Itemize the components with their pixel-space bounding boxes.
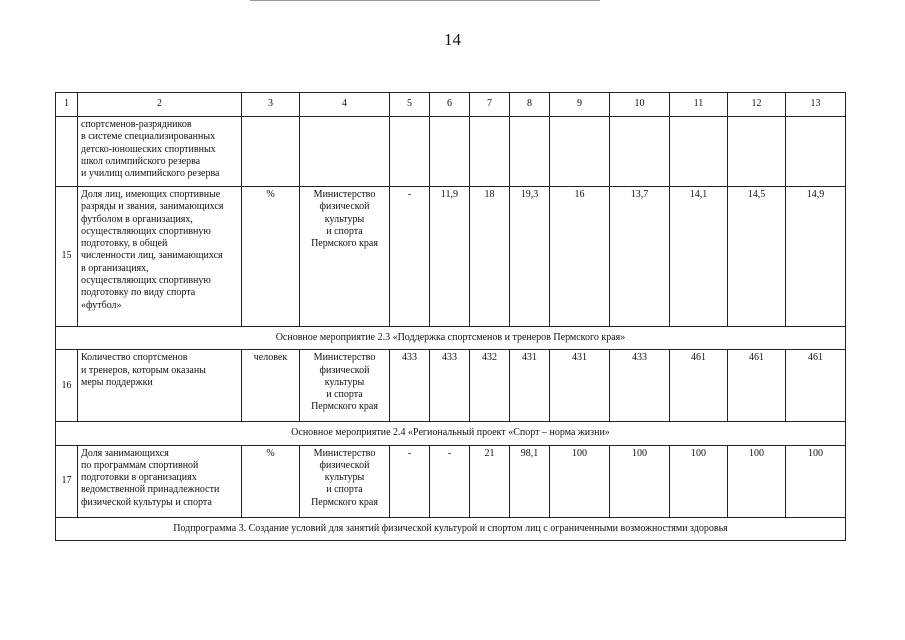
col-header: 13	[786, 93, 846, 117]
value-cell: 14,9	[786, 187, 846, 327]
unit-cell: %	[242, 445, 300, 517]
value-cell: 433	[430, 350, 470, 422]
value-cell: 14,5	[728, 187, 786, 327]
value-cell: 100	[786, 445, 846, 517]
section-title: Основное мероприятие 2.3 «Поддержка спортсменов и тренеров Пермского края»	[56, 327, 846, 350]
col-header: 5	[390, 93, 430, 117]
unit-cell: %	[242, 187, 300, 327]
value-cell: 461	[670, 350, 728, 422]
section-row	[56, 422, 846, 445]
indicator-name: спортсменов-разрядников в системе специализированных детско-юношеских спортивных школ олимпийского резерва и училищ олимпийского резерва	[78, 117, 242, 187]
value-cell: 13,7	[610, 187, 670, 327]
value-cell: -	[390, 187, 430, 327]
col-header: 3	[242, 93, 300, 117]
col-header: 9	[550, 93, 610, 117]
value-cell: 100	[610, 445, 670, 517]
table-row-continued	[56, 117, 846, 187]
value-cell: 98,1	[510, 445, 550, 517]
value-cell: 461	[786, 350, 846, 422]
value-cell: 19,3	[510, 187, 550, 327]
indicator-name: Доля занимающихся по программам спортивной подготовки в организациях ведомственной принадлежности физической культуры и спорта	[78, 445, 242, 517]
value-cell: 100	[550, 445, 610, 517]
executor-cell: Министерство физической культуры и спорта Пермского края	[300, 187, 390, 327]
row-number: 17	[56, 445, 78, 517]
value-cell: -	[430, 445, 470, 517]
value-cell: 433	[610, 350, 670, 422]
page-number: 14	[444, 30, 461, 49]
value-cell: 18	[470, 187, 510, 327]
indicator-name: Доля лиц, имеющих спортивные разряды и звания, занимающихся футболом в организациях, осуществляющих спортивную подготовку, в общей численности лиц, занимающихся в организациях, осуществляющих спортивную подготовку по виду спорта «футбол»	[78, 187, 242, 327]
indicator-name: Количество спортсменов и тренеров, которым оказаны меры поддержки	[78, 350, 242, 422]
col-header: 4	[300, 93, 390, 117]
value-cell: 431	[550, 350, 610, 422]
indicators-table	[55, 92, 846, 541]
column-number-row	[56, 93, 846, 117]
col-header: 8	[510, 93, 550, 117]
section-title: Основное мероприятие 2.4 «Региональный проект «Спорт – норма жизни»	[56, 422, 846, 445]
value-cell: 14,1	[670, 187, 728, 327]
section-row	[56, 517, 846, 540]
section-title: Подпрограмма 3. Создание условий для занятий физической культурой и спортом лиц с ограниченными возможностями здоровья	[56, 517, 846, 540]
value-cell: 11,9	[430, 187, 470, 327]
value-cell: 100	[728, 445, 786, 517]
executor-cell: Министерство физической культуры и спорта Пермского края	[300, 350, 390, 422]
col-header: 7	[470, 93, 510, 117]
table-row	[56, 445, 846, 517]
table-row	[56, 187, 846, 327]
col-header: 2	[78, 93, 242, 117]
executor-cell: Министерство физической культуры и спорта Пермского края	[300, 445, 390, 517]
value-cell: 432	[470, 350, 510, 422]
value-cell: 100	[670, 445, 728, 517]
value-cell: 16	[550, 187, 610, 327]
value-cell: -	[390, 445, 430, 517]
top-rule	[250, 0, 600, 1]
row-number: 15	[56, 187, 78, 327]
row-number: 16	[56, 350, 78, 422]
col-header: 1	[56, 93, 78, 117]
value-cell: 431	[510, 350, 550, 422]
value-cell: 21	[470, 445, 510, 517]
col-header: 6	[430, 93, 470, 117]
col-header: 12	[728, 93, 786, 117]
value-cell: 461	[728, 350, 786, 422]
section-row	[56, 327, 846, 350]
unit-cell: человек	[242, 350, 300, 422]
col-header: 10	[610, 93, 670, 117]
col-header: 11	[670, 93, 728, 117]
table-row	[56, 350, 846, 422]
value-cell: 433	[390, 350, 430, 422]
